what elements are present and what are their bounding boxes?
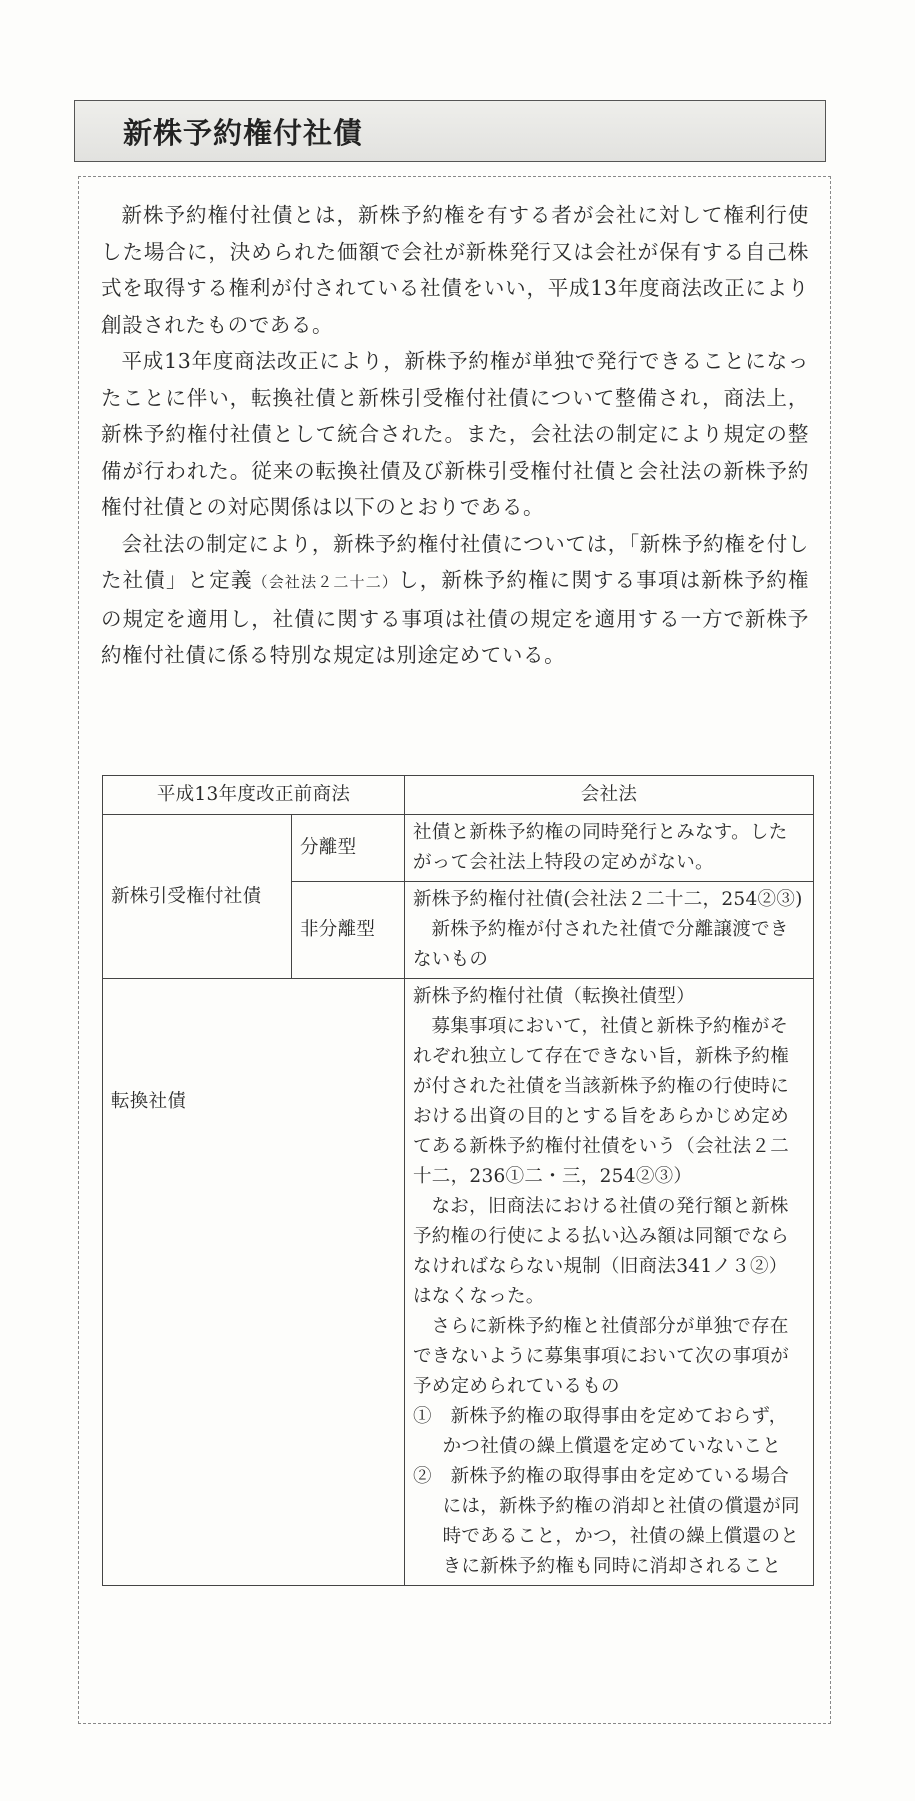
convertible-paragraph-2: なお，旧商法における社債の発行額と新株予約権の行使による払い込み額は同額でならなければならない規制（旧商法341ノ３②）はなくなった。 [413,1196,790,1307]
nonseparable-line-1: 新株予約権付社債(会社法２二十二，254②③) [413,889,803,910]
correspondence-table [102,775,814,1586]
table-row [103,979,814,1586]
paragraph-3-reference: （会社法２二十二） [252,573,399,591]
paragraph-1: 新株予約権付社債とは，新株予約権を有する者が会社に対して権利行使した場合に，決められた価額で会社が新株発行又は会社が保有する自己株式を取得する権利が付されている社債をいい，平成13年度商法改正により創設されたものである。 [101,203,809,337]
paragraph-3-after: し，新株予約権に関する事項は新株予約権の規定を適用し，社債に関する事項は社債の規定を適用する一方で新株予約権付社債に係る特別な規定は別途定めている。 [101,568,809,667]
separable-text: 社債と新株予約権の同時発行とみなす。したがって会社法上特段の定めがない。 [405,815,814,882]
separable-label: 分離型 [292,815,405,882]
section-title-box [74,100,826,162]
paragraph-3 [101,526,809,674]
table-row [103,815,814,882]
body-text [101,197,809,674]
content-box [78,176,831,1724]
list-item-1: ① 新株予約権の取得事由を定めておらず，かつ社債の繰上償還を定めていないこと [413,1406,788,1457]
paragraph-3-before: 会社法の制定により，新株予約権付社債については，「新株予約権を付した社債」と定義 [101,531,809,592]
header-old-law: 平成13年度改正前商法 [103,776,405,815]
list-item-2: ② 新株予約権の取得事由を定めている場合には，新株予約権の消却と社債の償還が同時であること，かつ，社債の繰上償還のときに新株予約権も同時に消却されること [413,1466,800,1577]
paragraph-2: 平成13年度商法改正により，新株予約権が単独で発行できることになったことに伴い，転換社債と新株引受権付社債について整備され，商法上，新株予約権付社債として統合された。また，会社法の制定により規定の整備が行われた。従来の転換社債及び新株引受権付社債と会社法の新株予約権付社債との対応関係は以下のとおりである。 [101,349,809,519]
table-header-row [103,776,814,815]
convertible-heading: 新株予約権付社債（転換社債型） [413,986,696,1007]
convertible-paragraph-3: さらに新株予約権と社債部分が単独で存在できないように募集事項において次の事項が予め定められているもの [413,1316,790,1397]
convertible-cell [405,979,814,1586]
nonseparable-label: 非分離型 [292,882,405,979]
nonseparable-cell [405,882,814,979]
section-title: 新株予約権付社債 [123,115,364,150]
header-companies-act: 会社法 [405,776,814,815]
row-label-convertible-bond: 転換社債 [103,979,405,1586]
row-label-warrant-bond: 新株引受権付社債 [103,815,292,979]
nonseparable-line-2: 新株予約権が付された社債で分離譲渡できないもの [413,919,789,970]
convertible-paragraph-1: 募集事項において，社債と新株予約権がそれぞれ独立して存在できない旨，新株予約権が付された社債を当該新株予約権の行使時における出資の目的とする旨をあらかじめ定めてある新株予約権付社債をいう（会社法２二十二，236①二・三，254②③） [413,1016,790,1187]
